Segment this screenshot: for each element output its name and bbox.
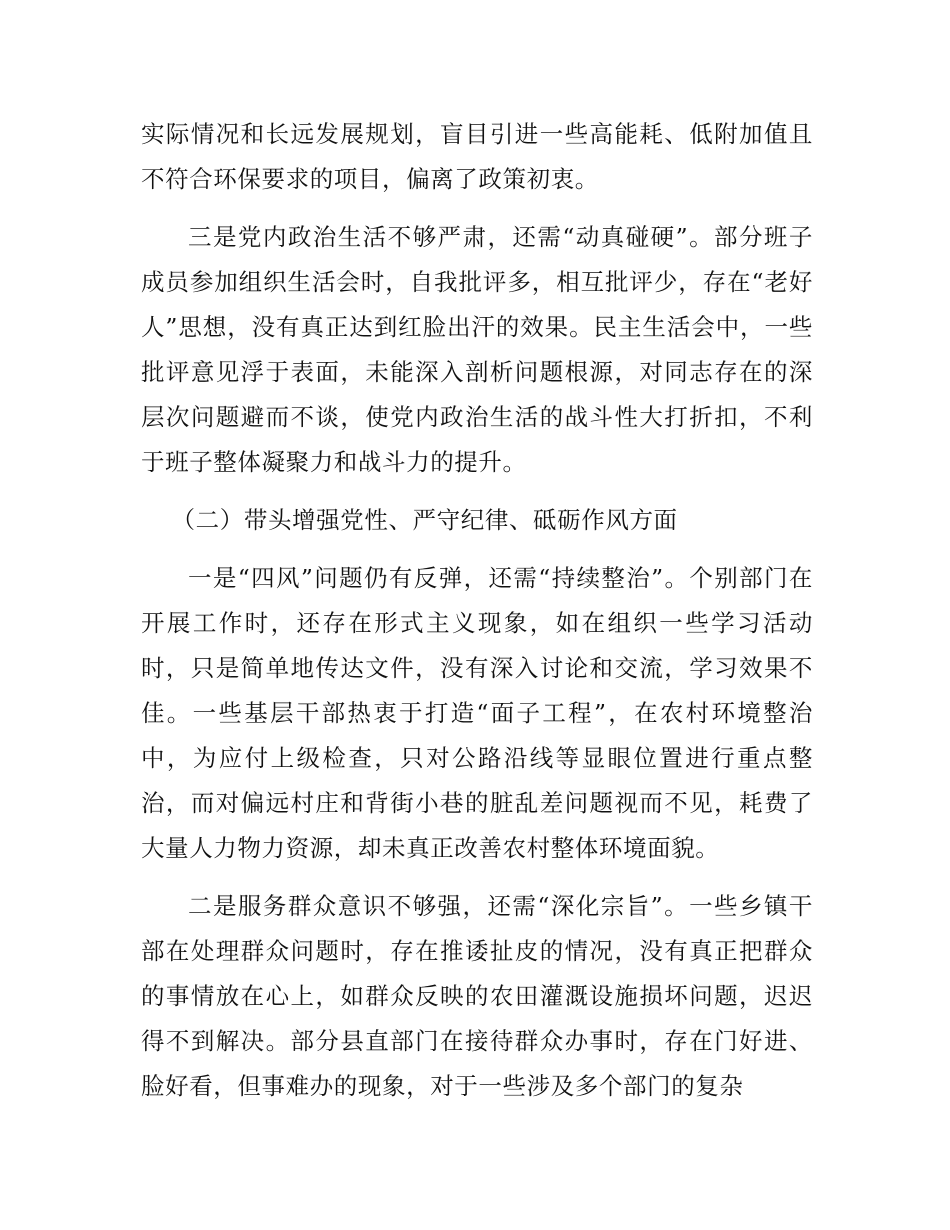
paragraph-four-winds: 一是“四风”问题仍有反弹，还需“持续整治”。个别部门在开展工作时，还存在形式主义现象，如在组织一些学习活动时，只是简单地传达文件，没有深入讨论和交流，学习效果不佳。一些基层干部热衷于打造“面子工程”，在农村环境整治中，为应付上级检查，只对公路沿线等显眼位置进行重点整治，而对偏远村庄和背街小巷的脏乱差问题视而不见，耗费了大量人力物力资源，却未真正改善农村整体环境面貌。 xyxy=(141,564,813,862)
section-heading: （二）带头增强党性、严守纪律、砥砺作风方面 xyxy=(171,506,678,534)
paragraph-serving-masses: 二是服务群众意识不够强，还需“深化宗旨”。一些乡镇干部在处理群众问题时，存在推诿扯皮的情况，没有真正把群众的事情放在心上，如群众反映的农田灌溉设施损坏问题，迟迟得不到解决。部分县直部门在接待群众办事时，存在门好进、脸好看，但事难办的现象，对于一些涉及多个部门的复杂 xyxy=(141,892,813,1100)
paragraph-party-political-life: 三是党内政治生活不够严肃，还需“动真碰硬”。部分班子成员参加组织生活会时，自我批评多，相互批评少，存在“老好人”思想，没有真正达到红脸出汗的效果。民主生活会中，一些批评意见浮于表面，未能深入剖析问题根源，对同志存在的深层次问题避而不谈，使党内政治生活的战斗性大打折扣，不利于班子整体凝聚力和战斗力的提升。 xyxy=(141,223,813,476)
document-body xyxy=(141,112,813,1122)
paragraph-continuation: 实际情况和长远发展规划，盲目引进一些高能耗、低附加值且不符合环保要求的项目，偏离了政策初衷。 xyxy=(141,120,813,193)
